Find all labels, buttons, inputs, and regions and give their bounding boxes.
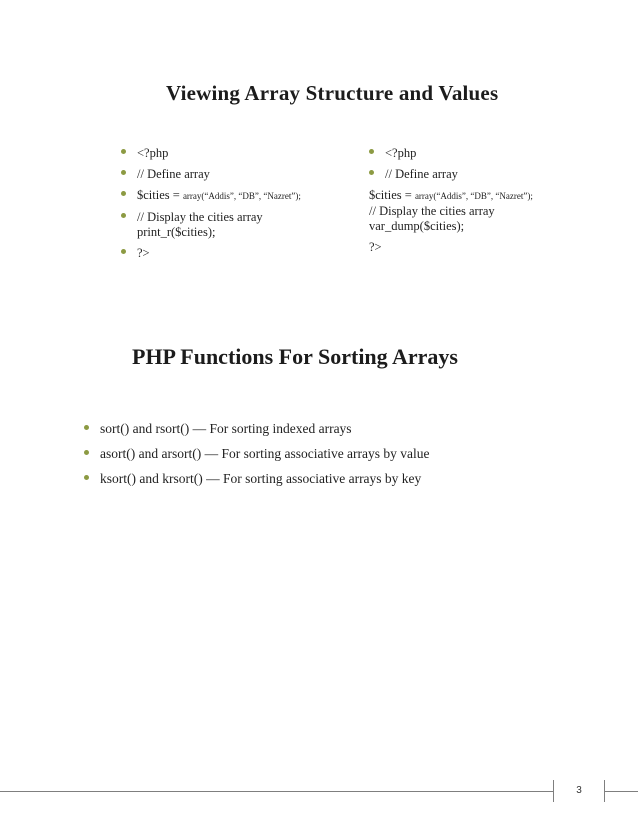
code-line: <?php (385, 146, 417, 160)
bullet-icon (121, 191, 126, 196)
code-line: // Display the cities array (369, 204, 495, 218)
code-line-array: array(“Addis”, “DB”, “Nazret”); (182, 191, 301, 201)
list-item-text: ksort() and krsort() — For sorting associative arrays by key (100, 471, 422, 486)
bullet-icon (121, 149, 126, 154)
code-line: ?> (369, 240, 382, 254)
list-item (121, 146, 351, 161)
code-line-prefix: $cities = (369, 188, 415, 202)
section-title: PHP Functions For Sorting Arrays (132, 344, 458, 369)
bullet-icon (121, 249, 126, 254)
code-column-right (369, 146, 609, 261)
bullet-icon (369, 149, 374, 154)
code-block (369, 188, 609, 234)
list-item-text: asort() and arsort() — For sorting associative arrays by value (100, 446, 430, 461)
bullet-icon (121, 213, 126, 218)
bullet-icon (369, 170, 374, 175)
list-item (369, 167, 609, 182)
code-column-left (121, 146, 351, 267)
bullet-icon (84, 425, 89, 430)
list-item-text: sort() and rsort() — For sorting indexed arrays (100, 421, 352, 436)
code-line: // Display the cities array (137, 210, 263, 224)
code-line-prefix: $cities = (137, 188, 183, 202)
code-line-array: array(“Addis”, “DB”, “Nazret”); (414, 191, 533, 201)
code-line: <?php (137, 146, 169, 160)
page-number: 3 (553, 780, 605, 802)
sort-functions-list (84, 420, 430, 495)
bullet-icon (84, 475, 89, 480)
code-line (369, 188, 609, 204)
code-line: print_r($cities); (137, 225, 216, 239)
section-title: Viewing Array Structure and Values (166, 81, 499, 105)
code-line: ?> (137, 246, 150, 260)
list-item (84, 470, 430, 487)
list-item (121, 246, 351, 261)
list-item (121, 210, 351, 240)
list-item (121, 167, 351, 182)
list-item (84, 420, 430, 437)
footer-divider (0, 791, 638, 792)
code-line: // Define array (137, 167, 210, 181)
bullet-icon (84, 450, 89, 455)
code-line: // Define array (385, 167, 458, 181)
code-line: var_dump($cities); (369, 219, 465, 233)
bullet-icon (121, 170, 126, 175)
list-item (121, 188, 351, 204)
list-item (369, 146, 609, 161)
list-item (84, 445, 430, 462)
